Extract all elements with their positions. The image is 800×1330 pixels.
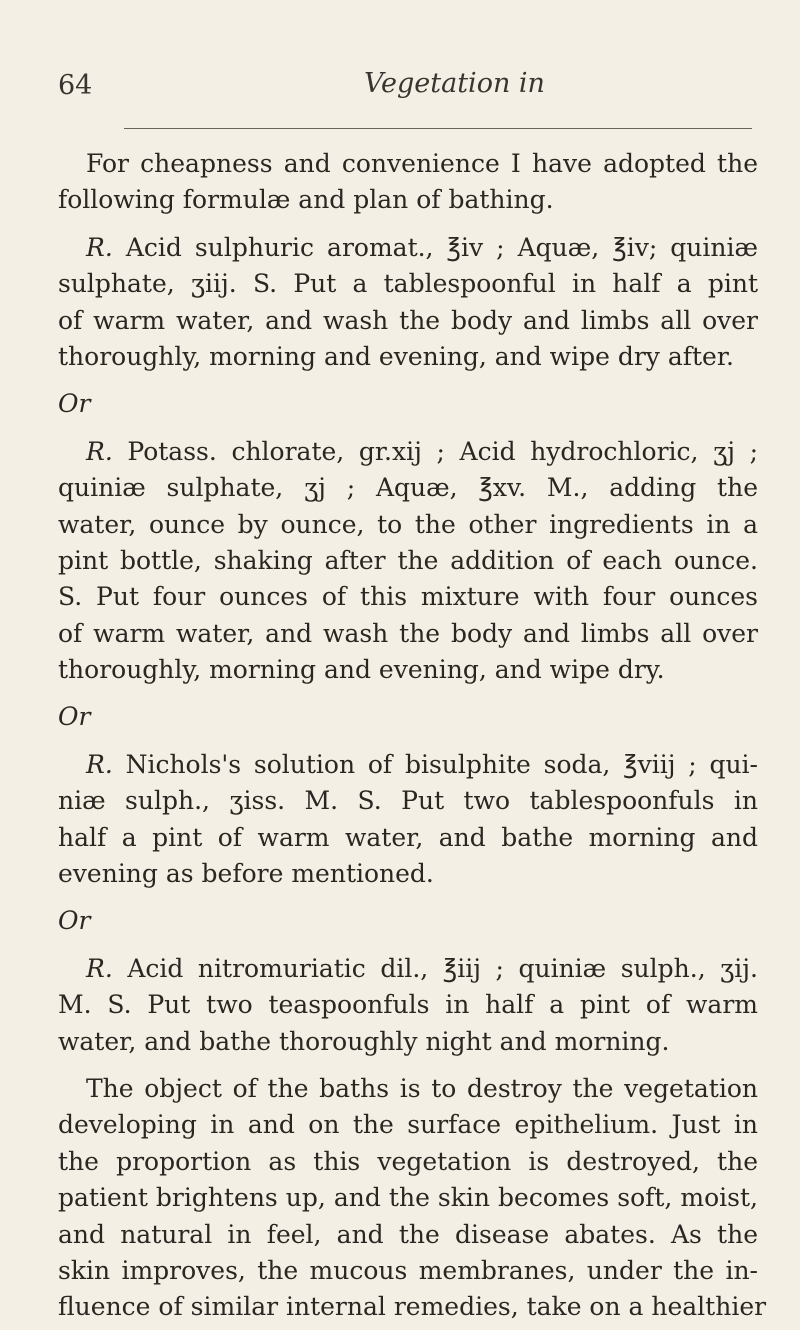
text-line: thoroughly, morning and evening, and wipe dry after. [58,341,734,371]
text-line: S. Put four ounces of this mixture with four ounces [58,582,758,612]
text-line: The object of the baths is to destroy the vegetation [86,1073,758,1103]
recipe-symbol: R. [86,232,113,262]
text-line: For cheapness and convenience I have adopted the [86,149,758,178]
text-line: quiniæ sulphate, ʒj ; Aquæ, ℥xv. M., adding the [58,473,758,503]
recipe-symbol: R. [86,436,113,466]
text-line: of warm water, and wash the body and limbs all over [58,618,758,648]
text-line: patient brightens up, and the skin becomes soft, moist, [58,1183,758,1213]
text-line: R. Acid sulphuric aromat., ℥iv ; Aquæ, ℥iv; quiniæ [86,232,758,262]
text-line: water, ounce by ounce, to the other ingredients in a [58,509,758,539]
text-line: and natural in feel, and the disease abates. As the [58,1219,758,1249]
or-separator: Or [58,906,91,936]
page-number: 64 [58,70,93,101]
text-line: R. Acid nitromuriatic dil., ℥iij ; quiniæ sulph., ʒij. [86,953,758,983]
header-rule [124,128,752,129]
recipe-symbol: R. [86,749,113,779]
text-line: skin improves, the mucous membranes, under the in- [58,1255,758,1285]
text-line: water, and bathe thoroughly night and morning. [58,1026,670,1056]
text-line: fluence of similar internal remedies, take on a healthier [58,1292,767,1322]
text-line: the proportion as this vegetation is destroyed, the [58,1146,758,1176]
text-line: R. Potass. chlorate, gr.xij ; Acid hydrochloric, ʒj ; [86,436,758,466]
page-header [58,62,758,102]
text-line: developing in and on the surface epithelium. Just in [58,1110,758,1140]
or-separator: Or [58,702,91,732]
text-line: evening as before mentioned. [58,859,434,889]
text-line: thoroughly, morning and evening, and wipe dry. [58,655,665,685]
text-line: following formulæ and plan of bathing. [58,185,554,215]
recipe-symbol: R. [86,953,113,983]
text-line: niæ sulph., ʒiss. M. S. Put two tablespoonfuls in [58,786,758,816]
text-line: half a pint of warm water, and bathe morning and [58,822,758,852]
text-line: sulphate, ʒiij. S. Put a tablespoonful in half a pint [58,269,758,299]
text-line: R. Nichols's solution of bisulphite soda, ℥viij ; qui- [86,749,758,779]
text-line: of warm water, and wash the body and limbs all over [58,305,758,335]
running-head: Vegetation in [364,68,545,99]
body-text [58,146,767,1326]
text-line: M. S. Put two teaspoonfuls in half a pint of warm [58,990,758,1020]
text-line: pint bottle, shaking after the addition of each ounce. [58,545,758,575]
or-separator: Or [58,389,91,419]
